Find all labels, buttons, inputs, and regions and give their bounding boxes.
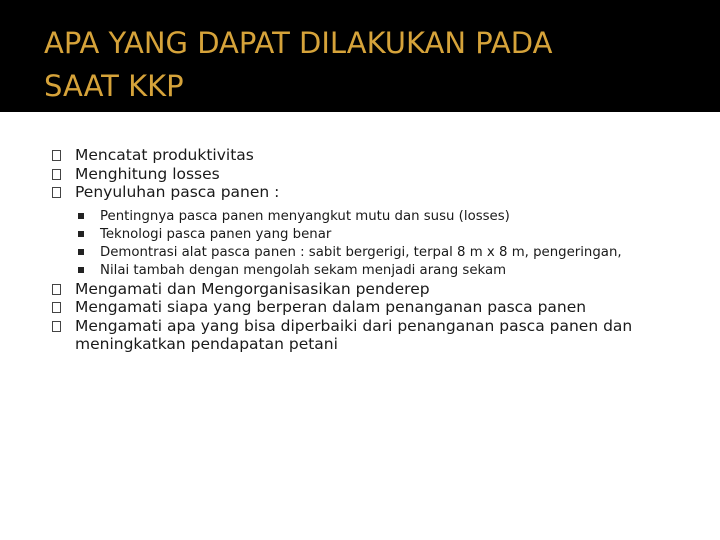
slide-title [44,22,684,108]
list-item [50,280,690,299]
box-bullet-icon [52,302,61,313]
list-item-text: meningkatkan pendapatan petani [75,335,338,353]
bullet-list [50,146,690,354]
box-bullet-icon [52,284,61,295]
sub-list-item-text: Nilai tambah dengan mengolah sekam menjadi arang sekam [100,262,507,278]
box-bullet-icon [52,187,61,198]
list-item-text: Mengamati siapa yang berperan dalam penanganan pasca panen [75,298,587,316]
list-item [50,298,690,317]
title-band [0,0,720,112]
box-bullet-icon [52,169,61,180]
sub-list-item-text: Pentingnya pasca panen menyangkut mutu dan susu (losses) [100,208,510,224]
list-item [50,183,690,202]
list-item [50,146,690,165]
list-item-continuation [50,335,690,354]
sub-list-item [50,262,690,280]
sub-list-item [50,208,690,226]
box-bullet-icon [52,150,61,161]
list-item-text: Mengamati dan Mengorganisasikan penderep [75,279,430,298]
square-bullet-icon [78,249,84,255]
slide-title-line-1: APA YANG DAPAT DILAKUKAN PADA [44,26,553,60]
list-item-text: Penyuluhan pasca panen : [75,183,280,201]
slide-title-line-2: SAAT KKP [44,69,184,103]
sub-list-item [50,244,690,262]
list-item-text: Menghitung losses [75,164,220,183]
square-bullet-icon [78,213,84,219]
sub-list-item [50,226,690,244]
list-item-text: Mencatat produktivitas [75,146,254,164]
sub-list-item-text: Teknologi pasca panen yang benar [100,226,332,242]
box-bullet-icon [52,321,61,332]
list-item-text: Mengamati apa yang bisa diperbaiki dari penanganan pasca panen dan [75,316,633,335]
sub-list-item-text: Demontrasi alat pasca panen : sabit bergerigi, terpal 8 m x 8 m, pengeringan, [100,244,622,260]
list-item [50,317,690,336]
square-bullet-icon [78,267,84,273]
square-bullet-icon [78,231,84,237]
list-item [50,165,690,184]
